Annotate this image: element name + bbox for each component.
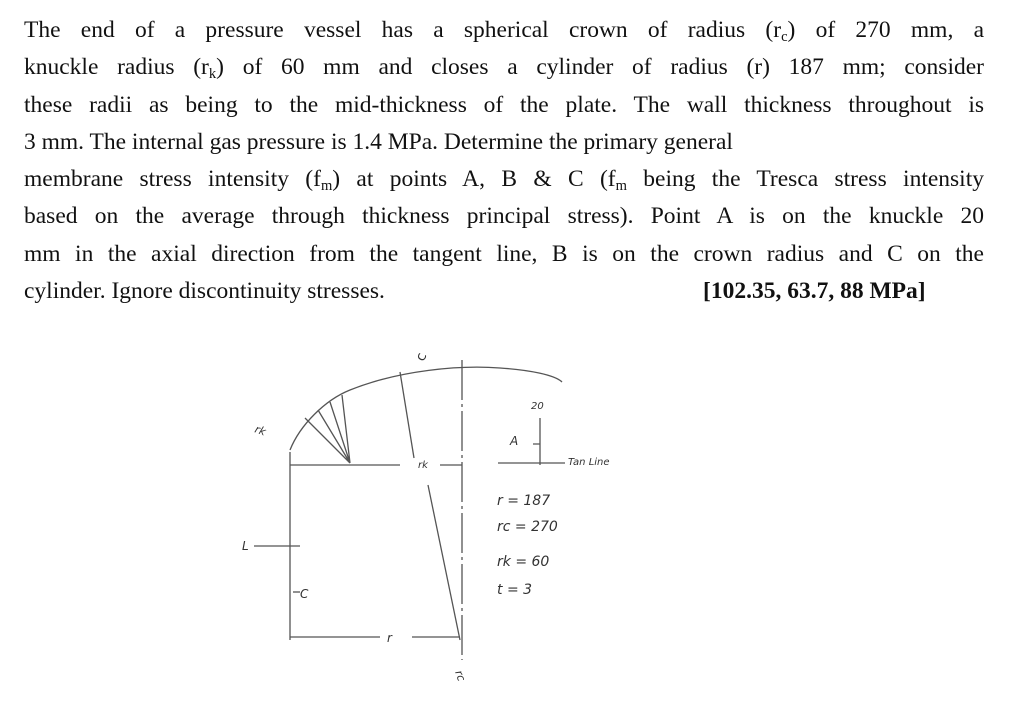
- problem-line-3: these radii as being to the mid-thickness of the plate. The wall thickness throughout is: [24, 91, 984, 118]
- knuckle-radius-lines: [305, 395, 350, 463]
- problem-line-7: mm in the axial direction from the tangent line, B is on the crown radius and C on the: [24, 240, 984, 267]
- problem-text-segment: cylinder. Ignore discontinuity stresses.: [24, 278, 385, 305]
- label-rk-value: rk = 60: [497, 554, 550, 570]
- label-rc-value: rc = 270: [497, 519, 558, 535]
- problem-text-segment: 3 mm. The internal gas pressure is 1.4 MPa. Determine the primary general: [24, 128, 733, 155]
- problem-text-segment: ) of 60 mm and closes a cylinder of radius (r) 187 mm; consider: [216, 54, 984, 81]
- problem-text-segment: membrane stress intensity (f: [24, 166, 321, 193]
- label-A: A: [510, 434, 519, 448]
- label-r-bottom: r: [387, 631, 392, 645]
- crown-arc: [290, 367, 562, 450]
- problem-text-segment: knuckle radius (r: [24, 54, 209, 81]
- label-dim-20: 20: [531, 401, 544, 412]
- problem-text-segment: ) of 270 mm, a: [787, 17, 985, 43]
- subscript-m: m: [615, 178, 627, 195]
- label-rc-bottom: rc: [452, 668, 469, 683]
- crown-radius-line: [400, 372, 460, 640]
- label-L: L: [242, 539, 249, 553]
- label-tangent-line: Tan Line: [568, 457, 610, 468]
- problem-text-segment: being the Tresca stress intensity: [626, 166, 984, 193]
- dimension-20-line: [533, 418, 540, 465]
- label-rk-left: rk: [252, 422, 268, 439]
- label-t-value: t = 3: [497, 582, 533, 598]
- problem-line-6: based on the average through thickness principal stress). Point A is on the knuckle 20: [24, 203, 984, 230]
- answer-values: [102.35, 63.7, 88 MPa]: [703, 278, 926, 305]
- subscript-m: m: [320, 178, 333, 195]
- label-rk-mid: rk: [418, 460, 428, 471]
- subscript-k: k: [208, 66, 217, 83]
- label-C: C: [300, 587, 309, 601]
- problem-text-segment: ) at points A, B & C (f: [332, 166, 616, 193]
- label-r-value: r = 187: [497, 493, 551, 509]
- label-c-top: c: [412, 350, 431, 364]
- problem-text-segment: The end of a pressure vessel has a spherical crown of radius (r: [24, 17, 782, 43]
- subscript-c: c: [781, 29, 788, 46]
